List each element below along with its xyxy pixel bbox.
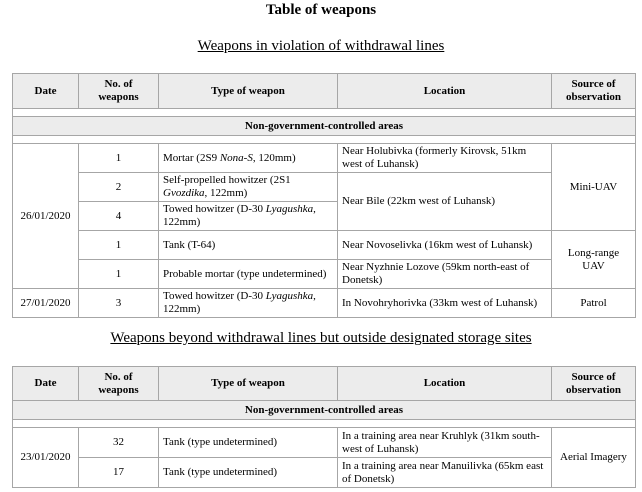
count-cell: 17 [79, 458, 159, 488]
location-cell: In a training area near Manuilivka (65km east of Donetsk) [338, 458, 552, 488]
date-cell: 27/01/2020 [13, 289, 79, 318]
location-cell: In Novohryhorivka (33km west of Luhansk) [338, 289, 552, 318]
count-cell: 1 [79, 144, 159, 173]
table-header-row [13, 367, 636, 401]
count-cell: 2 [79, 173, 159, 202]
count-cell: 3 [79, 289, 159, 318]
table-row [13, 428, 636, 458]
table-header-row [13, 74, 636, 109]
header-date: Date [13, 74, 79, 109]
table-row [13, 144, 636, 173]
spacer-row [13, 136, 636, 144]
table-row [13, 458, 636, 488]
weapon-type-cell: Tank (type undetermined) [159, 428, 338, 458]
count-cell: 1 [79, 260, 159, 289]
violations-table [12, 73, 636, 318]
source-cell: Long-range UAV [552, 231, 636, 289]
location-cell: In a training area near Kruhlyk (31km south-west of Luhansk) [338, 428, 552, 458]
header-source: Source of observation [552, 74, 636, 109]
category-label: Non-government-controlled areas [13, 117, 636, 136]
category-row [13, 117, 636, 136]
weapon-type-cell: Mortar (2S9 Nona-S, 120mm) [159, 144, 338, 173]
location-cell: Near Novoselivka (16km west of Luhansk) [338, 231, 552, 260]
source-cell: Aerial Imagery [552, 428, 636, 488]
weapon-type-cell: Towed howitzer (D-30 Lyagushka, 122mm) [159, 289, 338, 318]
header-location: Location [338, 367, 552, 401]
category-label: Non-government-controlled areas [13, 401, 636, 420]
location-cell: Near Nyzhnie Lozove (59km north-east of Donetsk) [338, 260, 552, 289]
location-cell: Near Bile (22km west of Luhansk) [338, 173, 552, 231]
header-location: Location [338, 74, 552, 109]
header-source: Source of observation [552, 367, 636, 401]
header-count: No. of weapons [79, 74, 159, 109]
header-type: Type of weapon [159, 74, 338, 109]
location-cell: Near Holubivka (formerly Kirovsk, 51km west of Luhansk) [338, 144, 552, 173]
table-row [13, 289, 636, 318]
count-cell: 1 [79, 231, 159, 260]
weapon-type-cell: Tank (T-64) [159, 231, 338, 260]
spacer-row [13, 109, 636, 117]
source-cell: Patrol [552, 289, 636, 318]
weapon-type-cell: Towed howitzer (D-30 Lyagushka, 122mm) [159, 202, 338, 231]
header-count: No. of weapons [79, 367, 159, 401]
date-cell: 23/01/2020 [13, 428, 79, 488]
category-row [13, 401, 636, 420]
source-cell: Mini-UAV [552, 144, 636, 231]
section-title-violations: Weapons in violation of withdrawal lines [197, 38, 445, 54]
header-type: Type of weapon [159, 367, 338, 401]
weapon-type-cell: Self-propelled howitzer (2S1 Gvozdika, 122mm) [159, 173, 338, 202]
table-row [13, 173, 636, 202]
header-date: Date [13, 367, 79, 401]
count-cell: 32 [79, 428, 159, 458]
table-row [13, 260, 636, 289]
date-cell: 26/01/2020 [13, 144, 79, 289]
weapon-type-cell: Probable mortar (type undetermined) [159, 260, 338, 289]
storage-table [12, 366, 636, 488]
weapon-type-cell: Tank (type undetermined) [159, 458, 338, 488]
page-title: Table of weapons [265, 2, 377, 18]
table-row [13, 231, 636, 260]
count-cell: 4 [79, 202, 159, 231]
spacer-row [13, 420, 636, 428]
section-title-storage: Weapons beyond withdrawal lines but outside designated storage sites [110, 330, 532, 346]
